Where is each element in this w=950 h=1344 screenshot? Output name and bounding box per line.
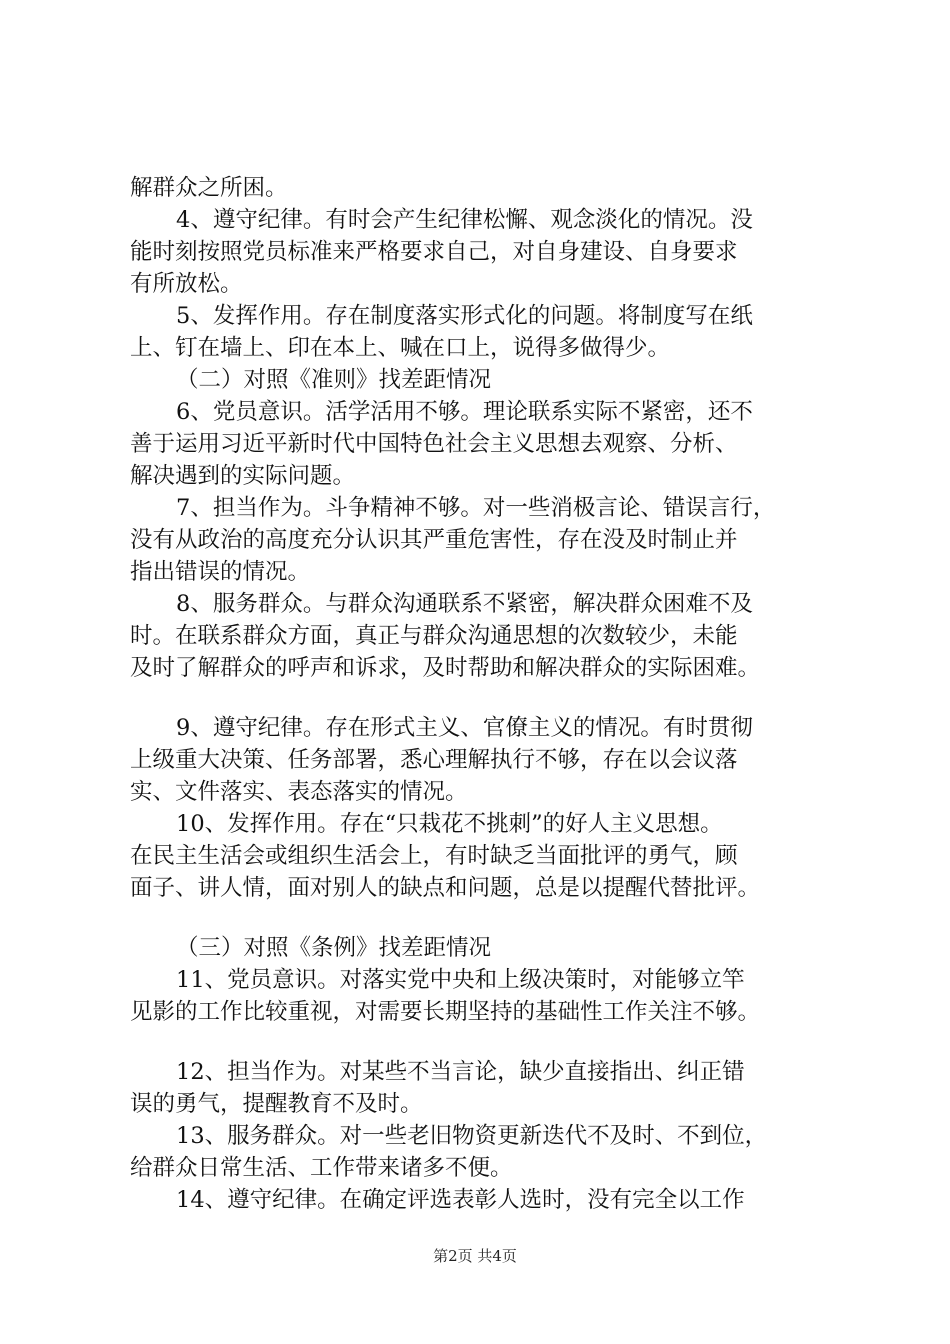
text-line: 能时刻按照党员标准来严格要求自己，对自身建设、自身要求 xyxy=(130,239,738,265)
text-line: 时。在联系群众方面，真正与群众沟通思想的次数较少，未能 xyxy=(130,623,738,649)
text-line: 6、党员意识。活学活用不够。理论联系实际不紧密，还不 xyxy=(176,399,753,425)
text-line: 9、遵守纪律。存在形式主义、官僚主义的情况。有时贯彻 xyxy=(176,715,753,741)
text-line: 没有从政治的高度充分认识其严重危害性，存在没及时制止并 xyxy=(130,527,738,553)
text-line: 误的勇气，提醒教育不及时。 xyxy=(130,1091,423,1117)
text-line: 12、担当作为。对某些不当言论，缺少直接指出、纠正错 xyxy=(176,1059,745,1085)
text-line: 见影的工作比较重视，对需要长期坚持的基础性工作关注不够。 xyxy=(130,999,761,1025)
text-line: 11、党员意识。对落实党中央和上级决策时，对能够立竿 xyxy=(176,967,745,993)
text-line: 指出错误的情况。 xyxy=(130,559,311,585)
text-line: 解决遇到的实际问题。 xyxy=(130,463,356,489)
text-line: 在民主生活会或组织生活会上，有时缺乏当面批评的勇气，顾 xyxy=(130,843,738,869)
text-line: 善于运用习近平新时代中国特色社会主义思想去观察、分析、 xyxy=(130,431,738,457)
text-line: 及时了解群众的呼声和诉求，及时帮助和解决群众的实际困难。 xyxy=(130,655,761,681)
section-heading: （三）对照《条例》找差距情况 xyxy=(176,935,492,961)
text-line: 7、担当作为。斗争精神不够。对一些消极言论、错误言行， xyxy=(176,495,776,521)
text-line: 5、发挥作用。存在制度落实形式化的问题。将制度写在纸 xyxy=(176,303,753,329)
text-line: 上、钉在墙上、印在本上、喊在口上，说得多做得少。 xyxy=(130,335,671,361)
text-line: 13、服务群众。对一些老旧物资更新迭代不及时、不到位， xyxy=(176,1123,768,1149)
text-line: 解群众之所困。 xyxy=(130,175,288,201)
text-line: 4、遵守纪律。有时会产生纪律松懈、观念淡化的情况。没 xyxy=(176,207,753,233)
text-line: 给群众日常生活、工作带来诸多不便。 xyxy=(130,1155,513,1181)
text-line: 14、遵守纪律。在确定评选表彰人选时，没有完全以工作 xyxy=(176,1187,745,1213)
text-line: 实、文件落实、表态落实的情况。 xyxy=(130,779,468,805)
text-line: 10、发挥作用。存在“只栽花不挑刺”的好人主义思想。 xyxy=(176,811,723,837)
text-line: 面子、讲人情，面对别人的缺点和问题，总是以提醒代替批评。 xyxy=(130,875,761,901)
text-line: 上级重大决策、任务部署，悉心理解执行不够，存在以会议落 xyxy=(130,747,738,773)
text-line: 8、服务群众。与群众沟通联系不紧密，解决群众困难不及 xyxy=(176,591,753,617)
page-number-footer: 第2页 共4页 xyxy=(433,1247,517,1265)
text-line: 有所放松。 xyxy=(130,271,243,297)
section-heading: （二）对照《准则》找差距情况 xyxy=(176,367,492,393)
